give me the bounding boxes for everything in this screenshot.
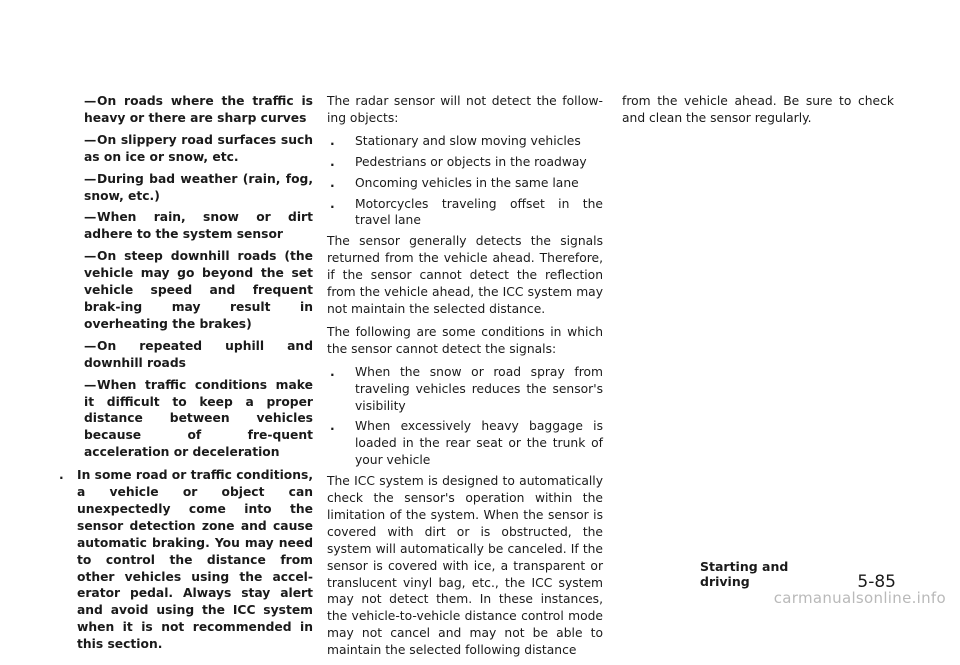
list-item-text: Pedestrians or objects in the roadway [355,154,587,169]
dash-marker: — [84,249,97,264]
conditions-intro: The following are some conditions in which the sensor cannot detect the signals: [327,324,603,356]
dash-marker: — [84,377,97,392]
dash-item-text: On slippery road surfaces such as on ice or snow, etc. [84,132,313,164]
dash-item-text: When traffic conditions make it difficult to keep a proper distance between vehicles because of fre-quent acceleration or deceleration [84,377,313,460]
bullet-marker: . [330,419,335,434]
dash-item-text: On repeated uphill and downhill roads [84,338,313,370]
condition-dash-list [55,93,313,461]
dash-item [55,377,313,462]
system-check-paragraph: The ICC system is designed to automatically check the sensor's operation within the limitation of the system. When the sensor is covered with dirt or is obstructed, the system will automatically be canceled. If the sensor is covered with ice, a transparent or translucent vinyl bag, etc., the ICC system may not detect them. In these instances, the vehicle-to-vehicle distance control mode may not cancel and may not be able to maintain the selected following distance [327,474,603,658]
dash-item-text: On steep downhill roads (the vehicle may go beyond the set vehicle speed and frequent brak-ing may result in overheating the brakes) [84,249,313,331]
list-item-text: When excessively heavy baggage is loaded in the rear seat or the trunk of your vehicle [355,419,603,468]
dash-item [55,93,313,127]
bullet-marker: . [330,133,335,148]
dash-marker: — [84,171,97,186]
dash-item-text: On roads where the traffic is heavy or there are sharp curves [84,94,313,125]
warning-text: In some road or traffic conditions, a vehicle or object can unexpectedly come into the sensor detection zone and cause automatic braking. You may need to control the distance from other vehicles using the accel-erator pedal. Always stay alert and avoid using the ICC system when it is not recommended in this section. [77,468,313,652]
watermark: carmanualsonline.info [773,589,946,607]
dash-item-text: When rain, snow or dirt adhere to the system sensor [84,210,313,242]
dash-item [55,209,313,243]
dash-item [55,248,313,333]
dash-item [55,171,313,205]
page-number: 5-85 [857,572,896,592]
bullet-marker: . [330,196,335,211]
section-title: Starting and driving [700,559,789,589]
bullet-marker: . [330,175,335,190]
dash-item-text: During bad weather (rain, fog, snow, etc.) [84,171,313,203]
dash-item [55,132,313,166]
warning-bullet-item [55,467,313,653]
undetected-objects-intro: The radar sensor will not detect the follow-ing objects: [327,94,603,125]
dash-marker: — [84,210,97,225]
dash-item [55,338,313,372]
list-item-text: When the snow or road spray from traveling vehicles reduces the sensor's visibility [355,364,603,413]
list-item-text: Stationary and slow moving vehicles [355,133,581,148]
list-item-text: Oncoming vehicles in the same lane [355,175,579,190]
dash-marker: — [84,94,97,108]
page-footer [700,559,896,592]
list-item [327,133,603,150]
right-column [622,93,894,133]
dash-marker: — [84,132,97,147]
left-column [55,93,313,657]
list-item-text: Motorcycles traveling offset in the travel lane [355,196,603,228]
warning-bullet-list [55,467,313,653]
bullet-marker: . [330,154,335,169]
bullet-marker: . [59,468,64,483]
conditions-list [327,364,603,469]
list-item [327,175,603,192]
list-item [327,418,603,469]
list-item [327,196,603,230]
list-item [327,364,603,415]
list-item [327,154,603,171]
middle-column [327,93,603,665]
continued-paragraph: from the vehicle ahead. Be sure to check and clean the sensor regularly. [622,94,894,125]
sensor-paragraph: The sensor generally detects the signals returned from the vehicle ahead. Therefore, if the sensor cannot detect the reflection from the vehicle ahead, the ICC system may not maintain the selected distance. [327,234,603,316]
dash-marker: — [84,338,97,353]
bullet-marker: . [330,364,335,379]
undetected-objects-list [327,133,603,230]
